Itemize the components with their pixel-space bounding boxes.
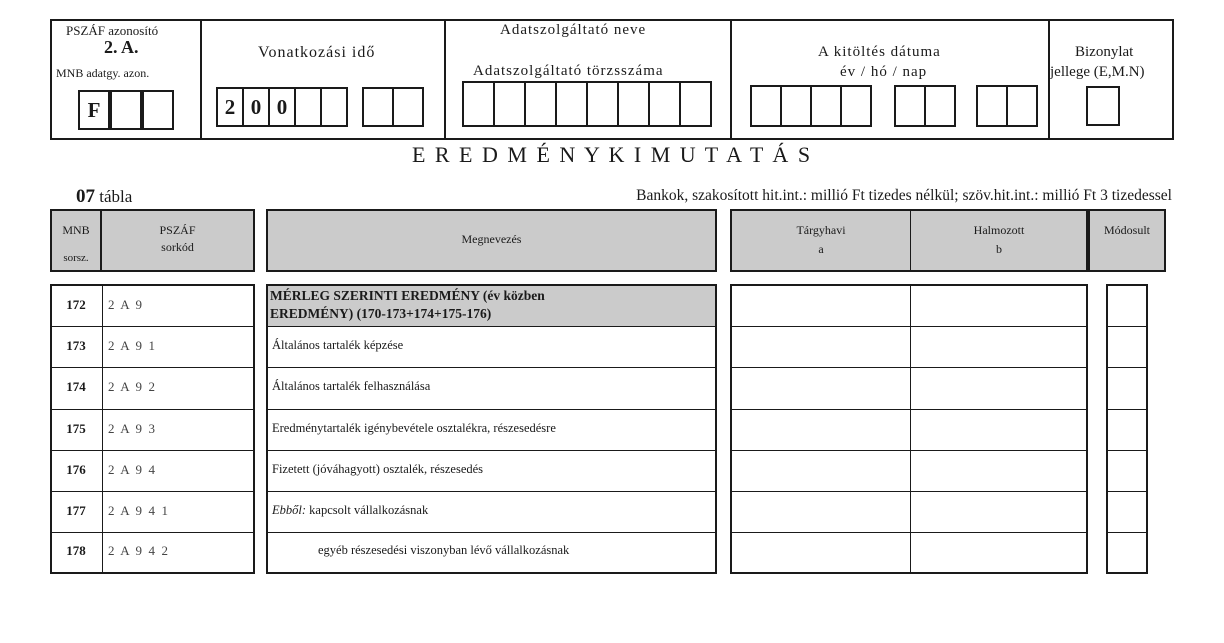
mnb-id-box[interactable]: F xyxy=(78,90,110,130)
doc-type-label: jellege (E,M.N) xyxy=(1050,64,1145,80)
col-name-label: Megnevezés xyxy=(461,232,522,246)
period-label: Vonatkozási idő xyxy=(258,44,376,61)
row-separator xyxy=(268,367,715,368)
provider-id-box[interactable] xyxy=(648,81,681,127)
row-name: egyéb részesedési viszonyban lévő vállalkozásnak xyxy=(318,543,570,557)
provider-name-label: Adatszolgáltató neve xyxy=(500,22,647,38)
fill-date-box[interactable] xyxy=(810,85,842,127)
col-mnb-label: MNB xyxy=(62,223,90,237)
table-number-value: 07 xyxy=(76,186,95,207)
period-digit-box[interactable] xyxy=(320,87,348,127)
table-number-word: tábla xyxy=(99,187,133,206)
provider-id-box[interactable] xyxy=(679,81,712,127)
row-name xyxy=(272,503,428,518)
pszaf-code: 2. A. xyxy=(104,37,139,57)
col-mnb-label2: sorsz. xyxy=(63,252,89,264)
row-modosult-cell[interactable] xyxy=(1108,532,1146,571)
row-code: 2 A 9 4 xyxy=(108,461,155,477)
row-code: 2 A 9 4 2 xyxy=(108,543,168,558)
row-halmozott-cell[interactable] xyxy=(910,326,1086,366)
col-targyhavi-label: Tárgyhavi xyxy=(796,223,846,237)
row-separator xyxy=(52,491,255,492)
header-divider xyxy=(730,19,732,140)
row-code: 2 A 9 4 1 xyxy=(108,502,168,518)
page-title: E R E D M É N Y K I M U T A T Á S xyxy=(411,142,813,167)
col-header-pszaf xyxy=(100,209,255,272)
row-separator xyxy=(268,532,715,533)
row-number: 178 xyxy=(66,543,86,558)
header-divider xyxy=(444,19,446,140)
row-name: Fizetett (jóváhagyott) osztalék, részesedés xyxy=(272,461,484,476)
fill-date-box[interactable] xyxy=(750,85,782,127)
period-digit-box[interactable]: 0 xyxy=(242,87,270,127)
row-separator xyxy=(268,450,715,451)
units-note: Bankok, szakosított hit.int.: millió Ft tizedes nélkül; szöv.hit.int.: millió Ft 3 tizedessel xyxy=(636,187,1172,204)
row-separator xyxy=(268,491,715,492)
row-targyhavi-cell[interactable] xyxy=(732,326,908,366)
row-separator xyxy=(52,367,255,368)
col-targyhavi-sub: a xyxy=(818,242,824,256)
col-header-name xyxy=(266,209,717,272)
row-halmozott-cell[interactable] xyxy=(910,532,1086,571)
doc-type-label: Bizonylat xyxy=(1075,44,1134,60)
row-separator xyxy=(52,450,255,451)
period-month-box[interactable] xyxy=(362,87,394,127)
provider-id-box[interactable] xyxy=(462,81,495,127)
doc-type-box[interactable] xyxy=(1086,86,1120,126)
row-number: 174 xyxy=(66,379,86,394)
period-digit-box[interactable]: 0 xyxy=(268,87,296,127)
row-code: 2 A 9 xyxy=(108,297,142,312)
row-halmozott-cell[interactable] xyxy=(910,409,1086,449)
row-targyhavi-cell[interactable] xyxy=(732,491,908,531)
row-number: 176 xyxy=(66,461,86,477)
pszaf-id-label: PSZÁF azonosító xyxy=(66,23,159,38)
period-digit-box[interactable] xyxy=(294,87,322,127)
row-name xyxy=(270,287,545,323)
period-month-box[interactable] xyxy=(392,87,424,127)
row-number: 172 xyxy=(66,297,86,312)
row-number: 177 xyxy=(66,502,86,518)
provider-id-box[interactable] xyxy=(555,81,588,127)
fill-date-box[interactable] xyxy=(924,85,956,127)
row-modosult-cell[interactable] xyxy=(1108,491,1146,531)
body-left-divider xyxy=(102,286,103,572)
col-halmozott-label: Halmozott xyxy=(973,223,1025,237)
row-modosult-cell[interactable] xyxy=(1108,286,1146,325)
provider-id-box[interactable] xyxy=(617,81,650,127)
fill-date-label: A kitöltés dátuma xyxy=(818,44,941,60)
row-modosult-cell[interactable] xyxy=(1108,450,1146,490)
provider-id-label: Adatszolgáltató törzsszáma xyxy=(473,63,664,79)
row-separator xyxy=(268,409,715,410)
provider-id-box[interactable] xyxy=(524,81,557,127)
row-modosult-cell[interactable] xyxy=(1108,367,1146,408)
row-name-line: EREDMÉNY) (170-173+174+175-176) xyxy=(270,306,492,321)
col-halmozott-sub: b xyxy=(996,242,1002,256)
provider-id-box[interactable] xyxy=(493,81,526,127)
table-number xyxy=(76,186,132,208)
row-separator xyxy=(52,532,255,533)
row-halmozott-cell[interactable] xyxy=(910,491,1086,531)
mnb-id-box[interactable] xyxy=(142,90,174,130)
row-modosult-cell[interactable] xyxy=(1108,409,1146,449)
row-targyhavi-cell[interactable] xyxy=(732,409,908,449)
row-name: Általános tartalék felhasználása xyxy=(272,379,431,393)
col-values-divider xyxy=(910,211,911,270)
mnb-id-label: MNB adatgy. azon. xyxy=(56,66,150,80)
row-modosult-cell[interactable] xyxy=(1108,326,1146,366)
row-separator xyxy=(52,326,255,327)
row-targyhavi-cell[interactable] xyxy=(732,367,908,408)
row-targyhavi-cell[interactable] xyxy=(732,532,908,571)
fill-date-box[interactable] xyxy=(894,85,926,127)
row-separator xyxy=(52,409,255,410)
fill-date-box[interactable] xyxy=(1006,85,1038,127)
col-pszaf-label2: sorkód xyxy=(161,240,194,254)
row-number: 175 xyxy=(66,420,86,436)
row-targyhavi-cell[interactable] xyxy=(732,450,908,490)
fill-date-box[interactable] xyxy=(840,85,872,127)
col-header-modosult xyxy=(1088,209,1166,272)
row-name-line: MÉRLEG SZERINTI EREDMÉNY (év közben xyxy=(270,288,545,303)
fill-date-box[interactable] xyxy=(780,85,812,127)
col-modosult-label: Módosult xyxy=(1103,223,1150,237)
row-halmozott-cell[interactable] xyxy=(910,367,1086,408)
col-pszaf-label: PSZÁF xyxy=(159,223,196,237)
provider-id-box[interactable] xyxy=(586,81,619,127)
fill-date-box[interactable] xyxy=(976,85,1008,127)
row-name: Eredménytartalék igénybevétele osztalékra, részesedésre xyxy=(272,420,556,435)
col-header-mnb xyxy=(50,209,102,272)
row-code: 2 A 9 1 xyxy=(108,337,155,353)
row-code: 2 A 9 3 xyxy=(108,420,155,436)
fill-date-sublabel: év / hó / nap xyxy=(840,64,928,80)
row-name: Általános tartalék képzése xyxy=(272,337,404,352)
row-separator xyxy=(268,326,715,327)
mnb-id-box[interactable] xyxy=(110,90,142,130)
row-halmozott-cell[interactable] xyxy=(910,286,1086,325)
row-name-italic: Ebből: xyxy=(272,502,307,517)
row-halmozott-cell[interactable] xyxy=(910,450,1086,490)
header-divider xyxy=(200,19,202,140)
row-code: 2 A 9 2 xyxy=(108,379,155,394)
row-name-text: kapcsolt vállalkozásnak xyxy=(306,502,429,517)
row-number: 173 xyxy=(66,337,86,353)
col-header-values xyxy=(730,209,1088,272)
row-targyhavi-cell[interactable] xyxy=(732,286,908,325)
period-digit-box[interactable]: 2 xyxy=(216,87,244,127)
